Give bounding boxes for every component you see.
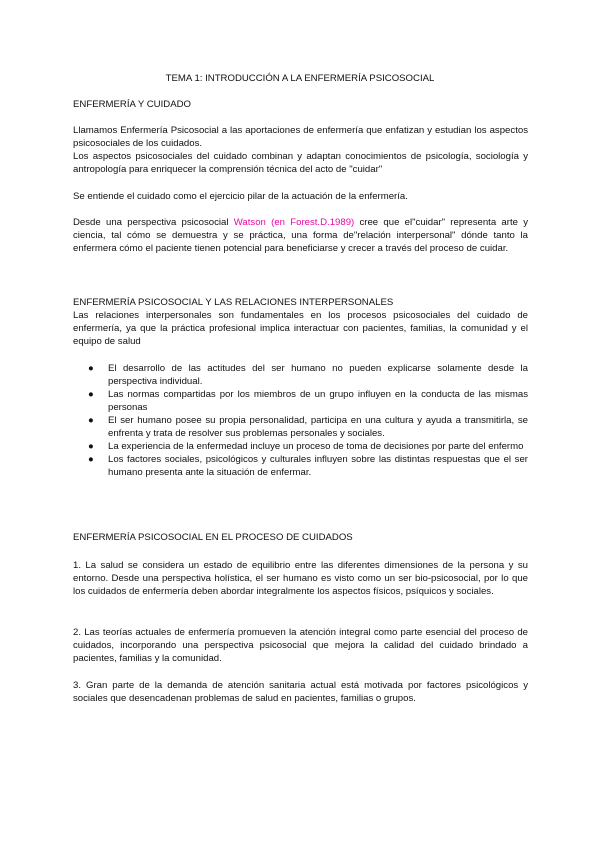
numbered-item-2 bbox=[73, 626, 528, 665]
list-item bbox=[73, 414, 528, 440]
section-heading-relaciones: ENFERMERÍA PSICOSOCIAL Y LAS RELACIONES INTERPERSONALES bbox=[73, 297, 394, 308]
numbered-item-text: 1. La salud se considera un estado de equilibrio entre las diferentes dimensiones de la persona y su entorno. Desde una perspectiva holística, el ser humano es visto como un ser bio-psicosocial, por lo que los cuidados de enfermería deben abordar integralmente los aspectos físicos, psíquicos y sociales. bbox=[73, 560, 528, 597]
list-item bbox=[73, 453, 528, 479]
numbered-item-text: 3. Gran parte de la demanda de atención sanitaria actual está motivada por factores psicológicos y sociales que desencadenan problemas de salud en pacientes, familias o grupos. bbox=[73, 680, 528, 704]
bullet-list bbox=[73, 362, 528, 479]
bullet-icon: ● bbox=[88, 389, 94, 400]
paragraph-aspects: Los aspectos psicosociales del cuidado combinan y adaptan conocimientos de psicología, sociología y antropología para enriquecer la comprensión técnica del acto de "cuidar" bbox=[73, 151, 528, 175]
section2-intro bbox=[73, 309, 528, 348]
bullet-text: La experiencia de la enfermedad incluye un proceso de toma de decisiones por parte del enfermo bbox=[108, 441, 524, 452]
list-item bbox=[73, 362, 528, 388]
section-heading-enfermeria-cuidado: ENFERMERÍA Y CUIDADO bbox=[73, 99, 191, 110]
paragraph-watson bbox=[73, 216, 528, 255]
document-title: TEMA 1: INTRODUCCIÓN A LA ENFERMERÍA PSICOSOCIAL bbox=[165, 73, 435, 84]
bullet-icon: ● bbox=[88, 363, 94, 374]
section-heading-proceso-cuidados: ENFERMERÍA PSICOSOCIAL EN EL PROCESO DE CUIDADOS bbox=[73, 532, 353, 543]
paragraph-definition: Llamamos Enfermería Psicosocial a las aportaciones de enfermería que enfatizan y estudian los aspectos psicosociales de los cuidados. bbox=[73, 125, 528, 149]
numbered-item-1 bbox=[73, 559, 528, 598]
section1-body bbox=[73, 124, 528, 176]
bullet-list-items bbox=[73, 362, 528, 479]
paragraph-pillar-text: Se entiende el cuidado como el ejercicio pilar de la actuación de la enfermería. bbox=[73, 191, 408, 202]
watson-text-after: cree que el"cuidar" representa arte y ciencia, tal cómo se demuestra y se práctica, una forma de"relación interpersonal" dónde tanto la enfermera cómo el paciente tienen potencial para beneficiarse y crecer a través del proceso de cuidar. bbox=[73, 217, 528, 254]
paragraph-watson-text bbox=[73, 216, 528, 255]
bullet-text: El ser humano posee su propia personalidad, participa en una cultura y ayuda a transmitirla, se enfrenta y trata de resolver sus problemas personales y sociales. bbox=[108, 415, 528, 439]
numbered-item-text: 2. Las teorías actuales de enfermería promueven la atención integral como parte esencial del proceso de cuidados, incorporando una perspectiva psicosocial que mejora la calidad del cuidado brindado a pacientes, familias y la comunidad. bbox=[73, 627, 528, 664]
list-item bbox=[73, 440, 528, 453]
watson-citation: Watson (en Forest.D.1989) bbox=[233, 217, 355, 228]
numbered-item-3 bbox=[73, 679, 528, 705]
bullet-icon: ● bbox=[88, 441, 94, 452]
bullet-icon: ● bbox=[88, 454, 94, 465]
bullet-icon: ● bbox=[88, 415, 94, 426]
paragraph-relaciones-intro: Las relaciones interpersonales son fundamentales en los procesos psicosociales del cuidado de enfermería, ya que la práctica profesional implica interactuar con pacientes, familias, la comunidad y el equipo de salud bbox=[73, 310, 528, 347]
bullet-text: El desarrollo de las actitudes del ser humano no pueden explicarse solamente desde la perspectiva individual. bbox=[108, 363, 528, 387]
bullet-text: Las normas compartidas por los miembros de un grupo influyen en la conducta de las mismas personas bbox=[108, 389, 528, 413]
watson-text-before: Desde una perspectiva psicosocial bbox=[73, 217, 234, 228]
bullet-text: Los factores sociales, psicológicos y culturales influyen sobre las distintas respuestas que el ser humano presenta ante la situación de enfermar. bbox=[108, 454, 528, 478]
paragraph-pillar bbox=[73, 190, 528, 203]
list-item bbox=[73, 388, 528, 414]
